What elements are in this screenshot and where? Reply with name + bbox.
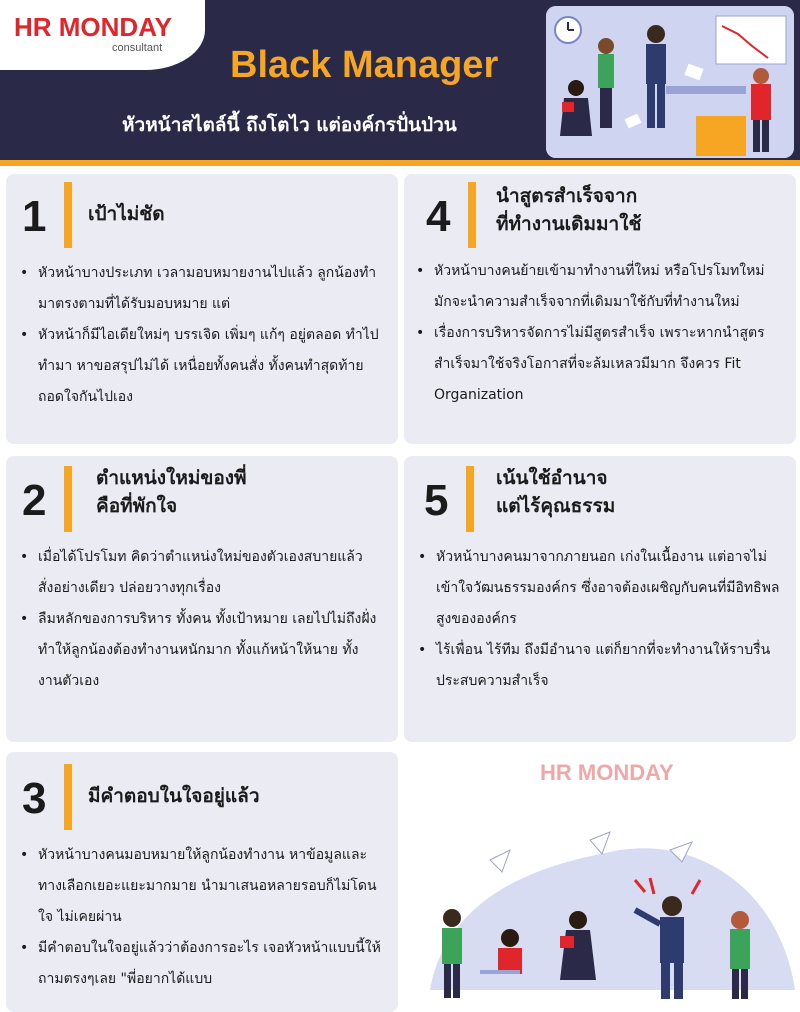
tip-title-line: ที่ทำงานเดิมมาใช้: [496, 213, 642, 235]
tip-title: [96, 464, 247, 520]
accent-bar: [468, 182, 476, 248]
tip-number: 1: [22, 192, 47, 241]
tip-title-line: คือที่พักใจ: [96, 495, 178, 517]
tip-title: เป้าไม่ชัด: [88, 203, 165, 225]
tip-card-3: [6, 752, 398, 1012]
tip-bullet: • เรื่องการบริหารจัดการไม่มีสูตรสำเร็จ เพราะหากนำสูตรสำเร็จมาใช้จริงโอกาสที่จะล้มเหลวมีมาก จึงควร Fit Organization: [416, 318, 782, 411]
tip-title: [496, 182, 641, 238]
tip-bullets: [416, 256, 782, 411]
tip-number: 3: [22, 774, 47, 823]
tip-bullet: • ไร้เพื่อน ไร้ทีม ถึงมีอำนาจ แต่ก็ยากที่จะทำงานให้ราบรื่น ประสบความสำเร็จ: [418, 635, 782, 697]
tip-title: [496, 464, 615, 520]
hr-monday-watermark: HR MONDAY: [540, 760, 674, 785]
tip-bullet: • หัวหน้าก็มีไอเดียใหม่ๆ บรรเจิด เพิ่มๆ แก้ๆ อยู่ตลอด ทำไป ทำมา หาขอสรุปไม่ได้ เหนื่อยทั้งคนสั่ง ทั้งคนทำสุดท้ายถอดใจกันไปเอง: [20, 320, 382, 413]
tip-title: มีคำตอบในใจอยู่แล้ว: [88, 785, 260, 807]
tip-title-line: ตำแหน่งใหม่ของพี่: [96, 467, 247, 489]
tip-title-line: แต่ไร้คุณธรรม: [496, 495, 616, 517]
tip-bullets: [20, 258, 382, 413]
tip-number: 2: [22, 476, 47, 525]
tip-bullet: • หัวหน้าบางประเภท เวลามอบหมายงานไปแล้ว ลูกน้องทำมาตรงตามที่ได้รับมอบหมาย แต่: [20, 258, 382, 320]
accent-bar: [64, 764, 72, 830]
brand-logo-subtitle: consultant: [112, 42, 163, 54]
tip-bullet: • มีคำตอบในใจอยู่แล้วว่าต้องการอะไร เจอหัวหน้าแบบนี้ให้ถามตรงๆเลย "พี่อยากได้แบบ: [20, 933, 382, 995]
tip-title-line: นำสูตรสำเร็จจาก: [496, 185, 638, 207]
tip-bullet: • หัวหน้าบางคนมาจากภายนอก เก่งในเนื้องาน แต่อาจไม่เข้าใจวัฒนธรรมองค์กร ซึ่งอาจต้องเผชิญกับคนที่มีอิทธิพลสูงขององค์กร: [418, 542, 782, 635]
header-divider: [0, 160, 800, 166]
page-title: Black Manager: [230, 44, 499, 86]
tip-card-5: [404, 456, 796, 742]
tip-bullets: [20, 542, 382, 697]
tip-bullet: • เมื่อได้โปรโมท คิดว่าตำแหน่งใหม่ของตัวเองสบายแล้ว สั่งอย่างเดียว ปล่อยวางทุกเรื่อง: [20, 542, 382, 604]
tip-bullet: • ลืมหลักของการบริหาร ทั้งคน ทั้งเป้าหมาย เลยไปไม่ถึงฝั่ง ทำให้ลูกน้องต้องทำงานหนักมาก ทั้งแก้หน้าให้นาย ทั้งงานตัวเอง: [20, 604, 382, 697]
logo-area: [0, 0, 205, 70]
accent-bar: [64, 182, 72, 248]
tip-bullets: [20, 840, 382, 995]
tip-card-2: [6, 456, 398, 742]
tip-number: 4: [426, 192, 451, 241]
accent-bar: [64, 466, 72, 532]
brand-logo: HR MONDAY: [14, 12, 172, 42]
tip-bullets: [418, 542, 782, 697]
tip-card-4: [404, 174, 796, 444]
tip-number: 5: [424, 476, 449, 525]
tip-card-1: [6, 174, 398, 444]
tip-bullet: • หัวหน้าบางคนย้ายเข้ามาทำงานที่ใหม่ หรือโปรโมทใหม่ มักจะนำความสำเร็จจากที่เดิมมาใช้กับที่ทำงานใหม่: [416, 256, 782, 318]
office-chaos-illustration: [546, 6, 794, 158]
page-subtitle: หัวหน้าสไตล์นี้ ถึงโตไว แต่องค์กรปั่นป่วน: [122, 114, 457, 136]
tip-title-line: เน้นใช้อำนาจ: [496, 467, 608, 489]
tip-bullet: • หัวหน้าบางคนมอบหมายให้ลูกน้องทำงาน หาข้อมูลและทางเลือกเยอะแยะมากมาย นำมาเสนอหลายรอบก็ไม่โดนใจ ไม่เคยผ่าน: [20, 840, 382, 933]
accent-bar: [466, 466, 474, 532]
stressed-team-illustration: [410, 820, 800, 1000]
